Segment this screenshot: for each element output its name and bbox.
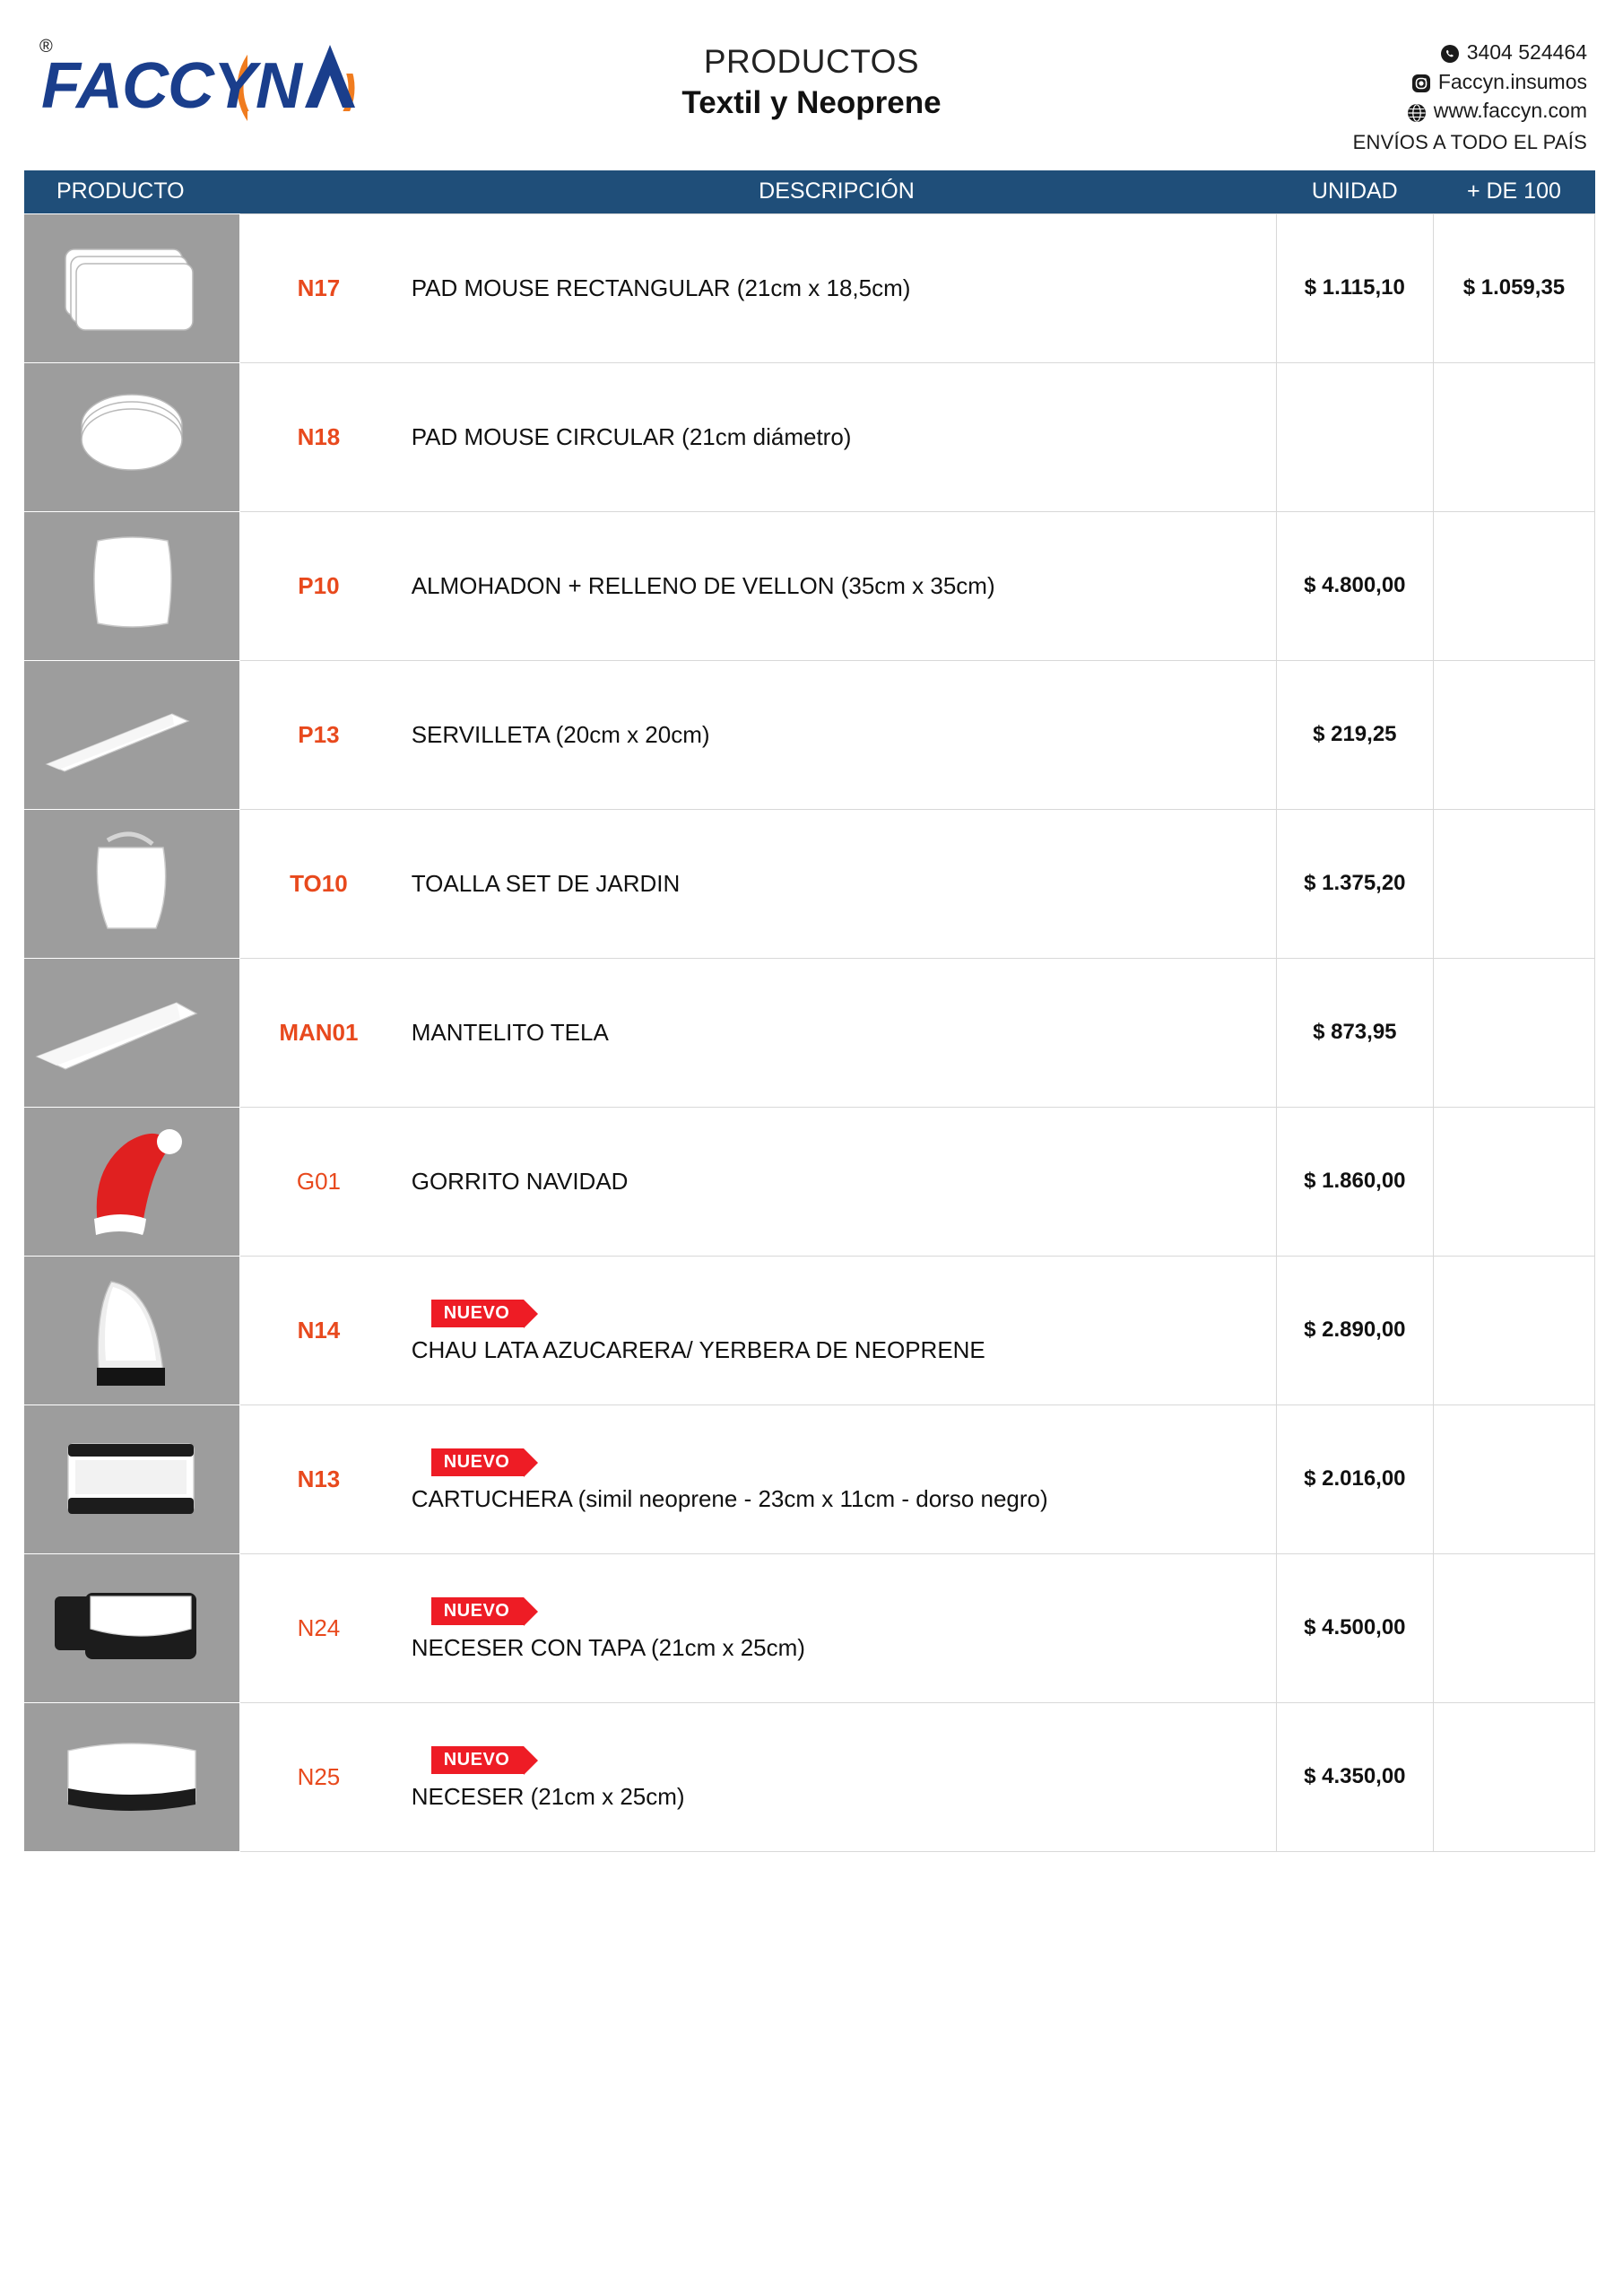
contact-phone: 3404 524464: [1466, 40, 1587, 64]
price-mas-de-100: [1433, 1256, 1594, 1405]
table-body: [24, 213, 1595, 1851]
neceser-con-tapa-thumb: [24, 1570, 239, 1686]
product-code: MAN01: [240, 958, 397, 1107]
nuevo-badge: NUEVO: [431, 1746, 525, 1774]
table-row: [24, 809, 1595, 958]
product-thumbnail: [24, 809, 240, 958]
neceser-thumb: [24, 1718, 239, 1835]
price-mas-de-100: [1433, 1553, 1594, 1702]
shipping-note: ENVÍOS A TODO EL PAÍS: [1352, 130, 1587, 153]
table-row: [24, 660, 1595, 809]
product-description-cell: [397, 1702, 1277, 1851]
almohadon-thumb: [24, 523, 239, 648]
contact-website[interactable]: www.faccyn.com: [1433, 99, 1587, 123]
contact-block: [1353, 38, 1587, 156]
product-thumbnail: [24, 660, 240, 809]
product-code: N18: [240, 362, 397, 511]
table-row: [24, 958, 1595, 1107]
product-description-cell: [397, 809, 1277, 958]
product-description-cell: [397, 362, 1277, 511]
product-description: ALMOHADON + RELLENO DE VELLON (35cm x 35cm): [411, 571, 995, 599]
whatsapp-icon: [1440, 42, 1460, 62]
product-description: PAD MOUSE CIRCULAR (21cm diámetro): [411, 422, 852, 450]
price-mas-de-100: [1433, 809, 1594, 958]
price-mas-de-100: [1433, 1702, 1594, 1851]
price-unidad: $ 219,25: [1276, 660, 1433, 809]
price-mas-de-100: [1433, 660, 1594, 809]
contact-instagram-row: [1353, 67, 1587, 97]
product-description-cell: [397, 660, 1277, 809]
column-header-descripcion: DESCRIPCIÓN: [759, 178, 915, 204]
table-row: [24, 213, 1595, 362]
toalla-set-jardin-thumb: [24, 821, 239, 946]
product-description: GORRITO NAVIDAD: [411, 1167, 629, 1195]
table-row: [24, 1256, 1595, 1405]
price-unidad: $ 1.115,10: [1276, 213, 1433, 362]
product-description-cell: [397, 1405, 1277, 1553]
price-unidad: $ 2.890,00: [1276, 1256, 1433, 1405]
nuevo-badge: NUEVO: [431, 1448, 525, 1476]
product-description-cell: [397, 1553, 1277, 1702]
product-code: N17: [240, 213, 397, 362]
chau-lata-azucarera-thumb: [24, 1267, 239, 1393]
contact-website-row: [1353, 96, 1587, 126]
column-header-mas-de-100: + DE 100: [1466, 178, 1561, 204]
product-thumbnail: [24, 1702, 240, 1851]
product-description: MANTELITO TELA: [411, 1018, 609, 1046]
product-thumbnail: [24, 958, 240, 1107]
product-thumbnail: [24, 213, 240, 362]
svg-text:®: ®: [39, 37, 53, 57]
table-row: [24, 1702, 1595, 1851]
servilleta-thumb: [24, 685, 239, 784]
product-code: N14: [240, 1256, 397, 1405]
price-unidad: $ 2.016,00: [1276, 1405, 1433, 1553]
svg-text:FACCYN: FACCYN: [41, 50, 302, 122]
product-code: P13: [240, 660, 397, 809]
product-description-cell: [397, 958, 1277, 1107]
price-unidad: $ 4.500,00: [1276, 1553, 1433, 1702]
table-row: [24, 1553, 1595, 1702]
pad-mouse-circular-thumb: [24, 378, 239, 495]
product-code: N25: [240, 1702, 397, 1851]
column-header-unidad: UNIDAD: [1311, 178, 1398, 204]
product-description: CHAU LATA AZUCARERA/ YERBERA DE NEOPRENE: [411, 1335, 985, 1363]
products-table: [24, 170, 1595, 1852]
product-thumbnail: [24, 1553, 240, 1702]
table-row: [24, 362, 1595, 511]
price-unidad: $ 1.860,00: [1276, 1107, 1433, 1256]
product-description-cell: [397, 1256, 1277, 1405]
product-code: N24: [240, 1553, 397, 1702]
document-header: [0, 0, 1623, 166]
price-mas-de-100: [1433, 511, 1594, 660]
price-unidad: $ 1.375,20: [1276, 809, 1433, 958]
column-header-producto: PRODUCTO: [56, 178, 185, 204]
product-description-cell: [397, 511, 1277, 660]
product-description: PAD MOUSE RECTANGULAR (21cm x 18,5cm): [411, 274, 911, 301]
globe-icon: [1407, 101, 1427, 121]
table-header-row: [24, 170, 1595, 213]
product-description: TOALLA SET DE JARDIN: [411, 869, 681, 897]
price-unidad: $ 4.800,00: [1276, 511, 1433, 660]
price-mas-de-100: [1433, 362, 1594, 511]
nuevo-badge: NUEVO: [431, 1597, 525, 1625]
pad-mouse-rectangular-thumb: [24, 230, 239, 346]
title-main: PRODUCTOS: [703, 43, 920, 80]
product-thumbnail: [24, 1107, 240, 1256]
instagram-icon: [1411, 72, 1431, 91]
product-description-cell: [397, 1107, 1277, 1256]
table-row: [24, 511, 1595, 660]
product-code: N13: [240, 1405, 397, 1553]
product-code: TO10: [240, 809, 397, 958]
price-mas-de-100: [1433, 1107, 1594, 1256]
contact-instagram: Faccyn.insumos: [1437, 69, 1587, 93]
product-thumbnail: [24, 511, 240, 660]
price-unidad: $ 873,95: [1276, 958, 1433, 1107]
contact-phone-row: [1353, 38, 1587, 67]
gorrito-navidad-thumb: [24, 1118, 239, 1244]
nuevo-badge: NUEVO: [431, 1300, 525, 1327]
price-mas-de-100: $ 1.059,35: [1433, 213, 1594, 362]
mantelito-tela-thumb: [24, 983, 239, 1082]
title-sub: Textil y Neoprene: [681, 84, 942, 120]
product-description: NECESER CON TAPA (21cm x 25cm): [411, 1633, 805, 1661]
product-description: NECESER (21cm x 25cm): [411, 1782, 685, 1810]
price-unidad: [1276, 362, 1433, 511]
product-code: P10: [240, 511, 397, 660]
price-mas-de-100: [1433, 1405, 1594, 1553]
product-description: CARTUCHERA (simil neoprene - 23cm x 11cm - dorso negro): [411, 1484, 1048, 1512]
product-thumbnail: [24, 1256, 240, 1405]
product-code: G01: [240, 1107, 397, 1256]
cartuchera-thumb: [24, 1421, 239, 1537]
table-row: [24, 1107, 1595, 1256]
price-mas-de-100: [1433, 958, 1594, 1107]
faccyn-logo: [36, 25, 404, 151]
price-unidad: $ 4.350,00: [1276, 1702, 1433, 1851]
product-description: SERVILLETA (20cm x 20cm): [411, 720, 710, 748]
product-thumbnail: [24, 1405, 240, 1553]
product-thumbnail: [24, 362, 240, 511]
product-description-cell: [397, 213, 1277, 362]
table-row: [24, 1405, 1595, 1553]
